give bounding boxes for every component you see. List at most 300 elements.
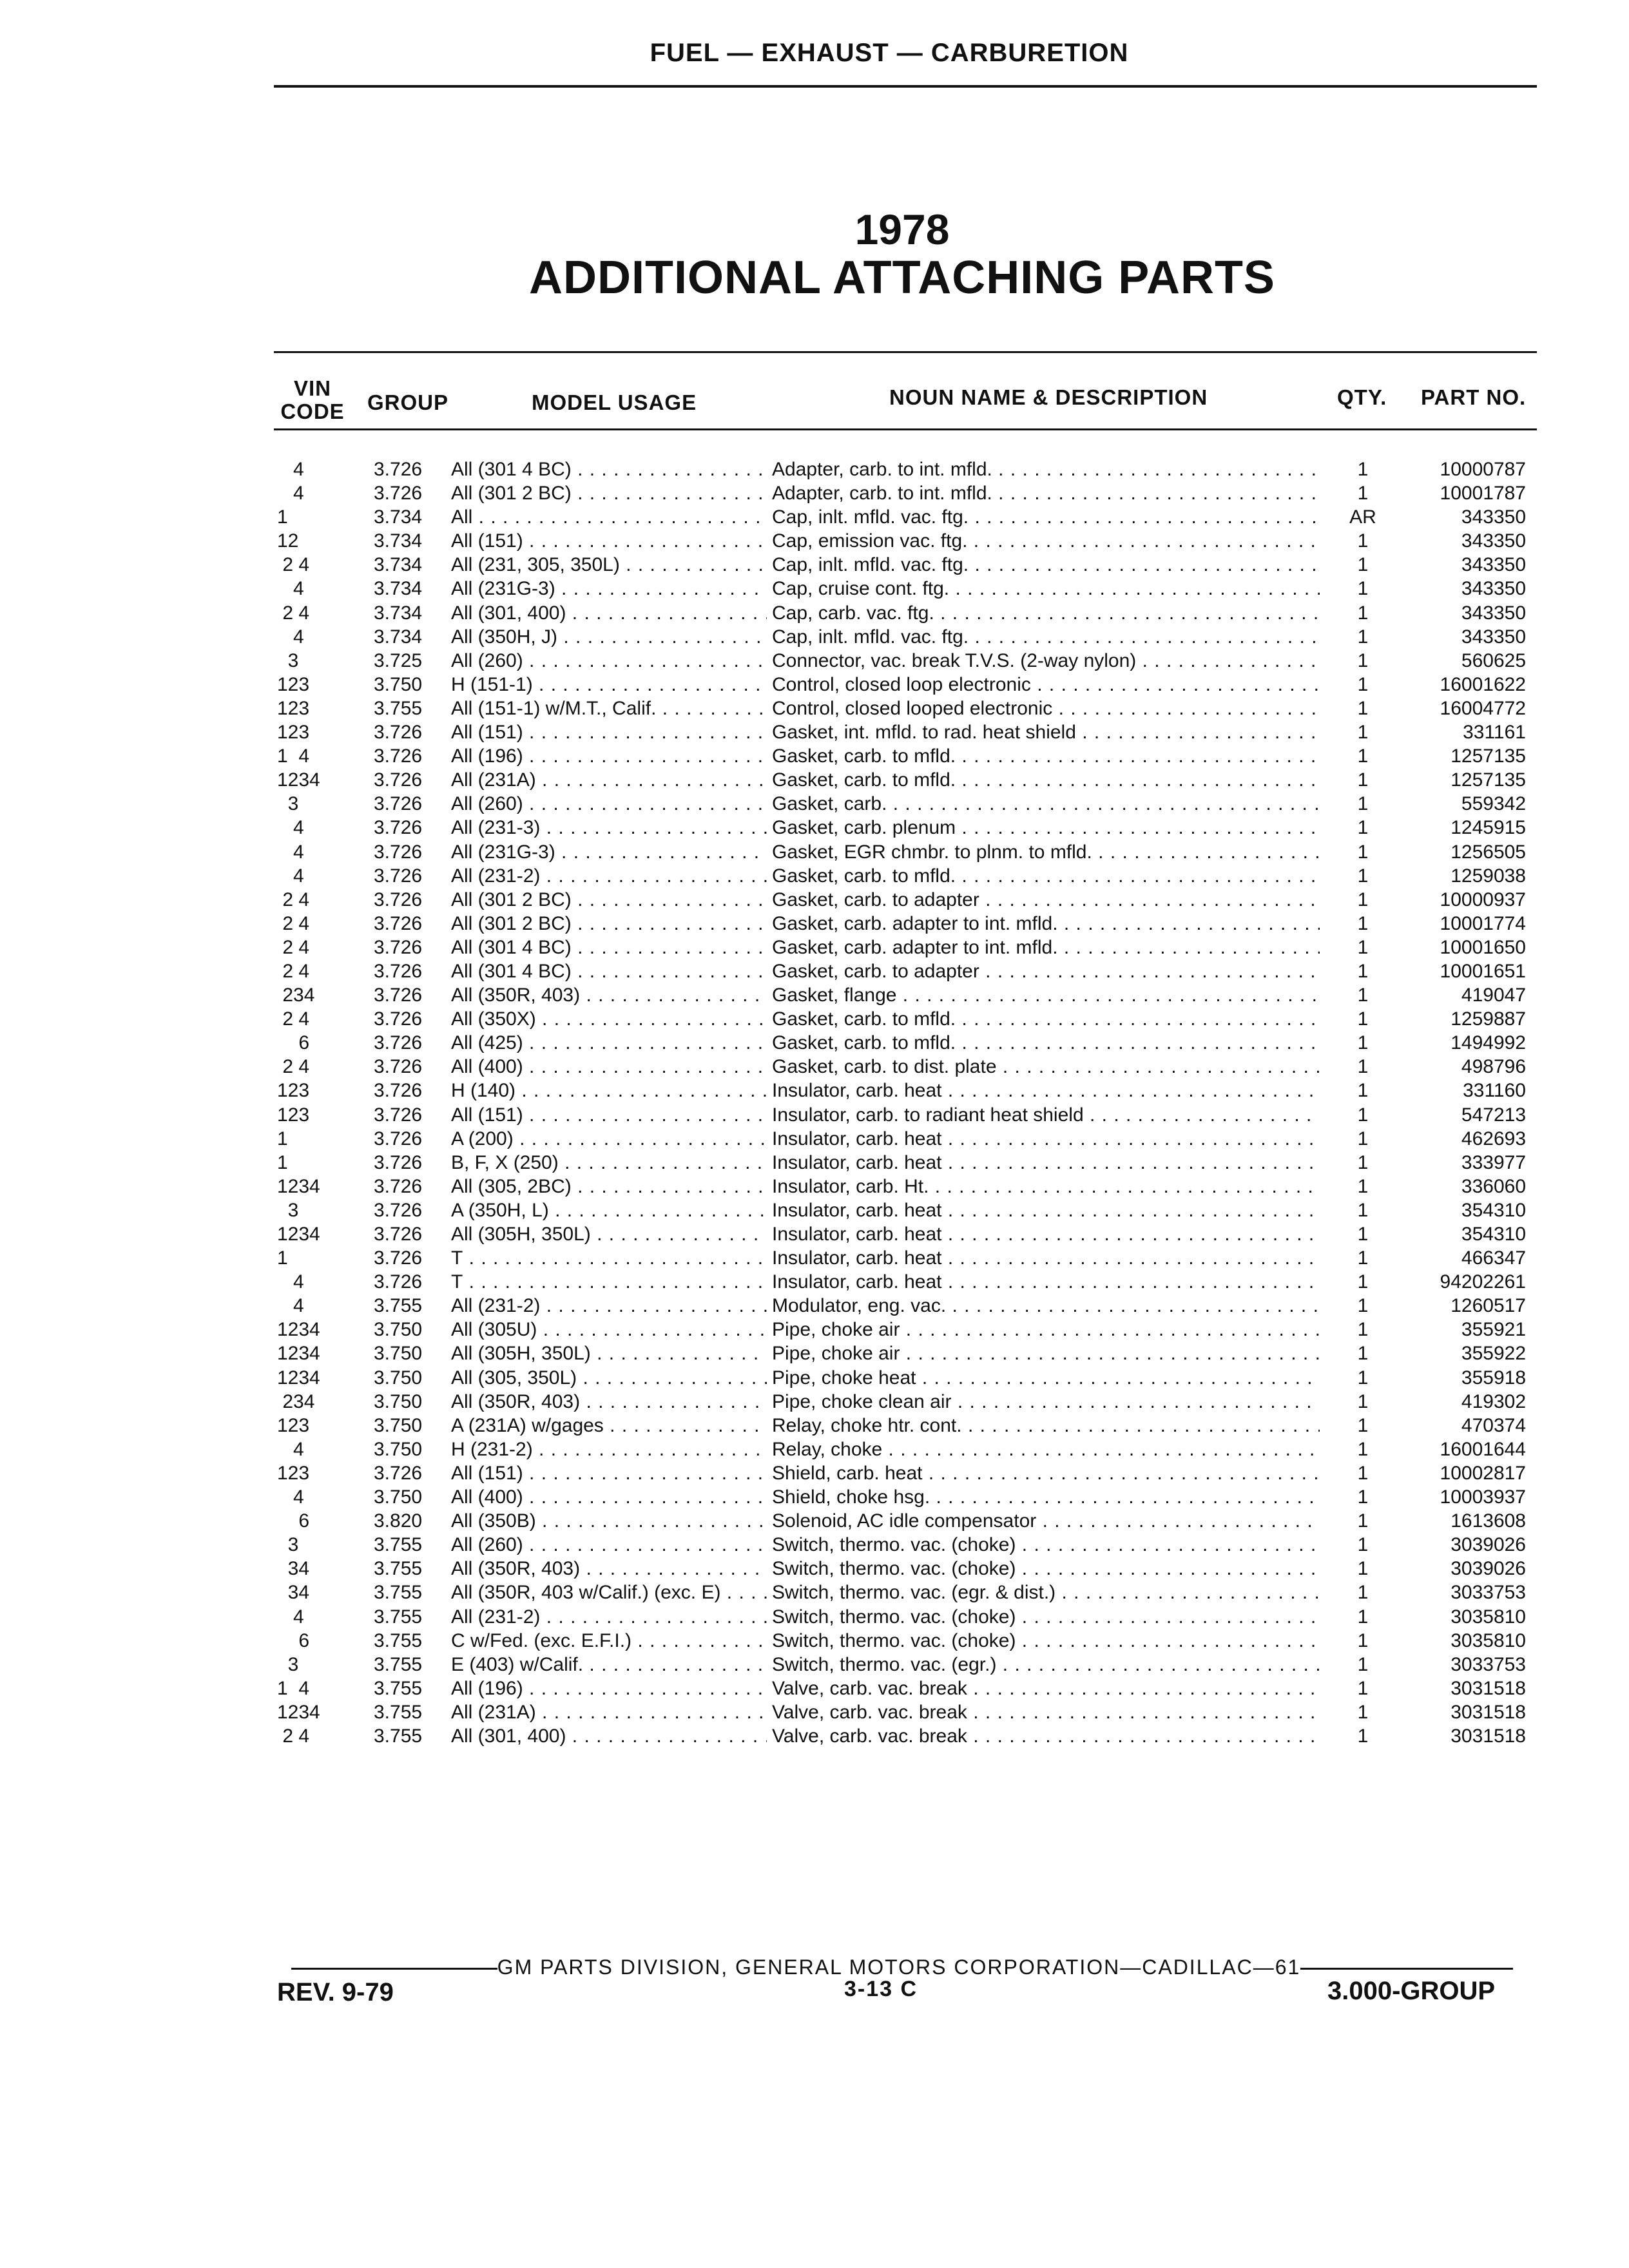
table-row [0, 1461, 1629, 1485]
table-row [0, 1270, 1629, 1294]
quantity: 1 [1357, 936, 1369, 958]
vin-code: 2 4 [277, 554, 310, 576]
quantity: 1 [1357, 1390, 1369, 1412]
model-usage: All (305, 350L) . . . [451, 1366, 767, 1390]
part-number: 3031518 [1451, 1677, 1526, 1699]
col-vin-code [277, 377, 348, 423]
group-code: 3.726 [374, 459, 423, 480]
table-row [0, 457, 1629, 481]
quantity: 1 [1357, 1653, 1369, 1675]
page-number: 3-13 C [844, 1977, 918, 2001]
part-description: Cap, emission vac. ftg. . . . [772, 529, 1320, 553]
quantity: 1 [1357, 626, 1369, 648]
quantity: 1 [1357, 722, 1369, 744]
part-description: Adapter, carb. to int. mfld. . . . [772, 457, 1320, 481]
group-code: 3.755 [374, 1725, 423, 1747]
group-code: 3.755 [374, 1653, 423, 1675]
table-row [0, 1533, 1629, 1557]
vin-code: 4 [277, 483, 304, 505]
vin-code: 3 [277, 1534, 299, 1556]
table-row [0, 1366, 1629, 1390]
quantity: 1 [1357, 745, 1369, 767]
part-number: 343350 [1461, 530, 1526, 552]
part-number: 16001622 [1440, 673, 1526, 695]
vin-code: 1234 [277, 1343, 320, 1365]
model-usage: All (151-1) w/M.T., Calif. . . . [451, 697, 767, 720]
table-row [0, 1509, 1629, 1533]
vin-code: 2 4 [277, 889, 310, 910]
quantity: 1 [1357, 1414, 1369, 1436]
vin-code: 1234 [277, 1319, 320, 1341]
part-number: 466347 [1461, 1247, 1526, 1269]
part-description: Connector, vac. break T.V.S. (2-way nylon) . . . [772, 649, 1320, 673]
vin-code: 1 [277, 1128, 288, 1149]
part-description: Switch, thermo. vac. (choke) . . . [772, 1557, 1320, 1581]
part-description: Gasket, carb. plenum . . . [772, 816, 1320, 840]
model-usage: All (231-2) . . . [451, 1605, 767, 1629]
group-code: 3.726 [374, 889, 423, 910]
table-row [0, 1485, 1629, 1509]
part-number: 3039026 [1451, 1558, 1526, 1580]
part-number: 16004772 [1440, 697, 1526, 719]
group-code: 3.755 [374, 1677, 423, 1699]
model-usage: All (231G-3) . . . [451, 840, 767, 864]
part-description: Insulator, carb. heat . . . [772, 1151, 1320, 1175]
model-usage: All (151) . . . [451, 1103, 767, 1127]
model-usage: All (350B) . . . [451, 1509, 767, 1533]
quantity: 1 [1357, 483, 1369, 505]
vin-code: 2 4 [277, 936, 310, 958]
group-code: 3.820 [374, 1510, 423, 1532]
quantity: 1 [1357, 912, 1369, 934]
table-row [0, 1127, 1629, 1151]
group-code: 3.750 [374, 1438, 423, 1460]
vin-code: 1 [277, 506, 288, 528]
vin-code: 123 [277, 1080, 310, 1102]
quantity: 1 [1357, 1319, 1369, 1341]
part-description: Gasket, carb. to adapter . . . [772, 888, 1320, 912]
group-code: 3.726 [374, 722, 423, 744]
group-code: 3.726 [374, 865, 423, 887]
group-code: 3.726 [374, 1224, 423, 1245]
group-code: 3.755 [374, 1534, 423, 1556]
group-code: 3.726 [374, 1199, 423, 1221]
part-description: Control, closed loop electronic . . . [772, 673, 1320, 697]
quantity: 1 [1357, 1032, 1369, 1054]
table-row [0, 840, 1629, 864]
quantity: 1 [1357, 1151, 1369, 1173]
col-model-usage: MODEL USAGE [532, 390, 697, 414]
part-number: 1257135 [1451, 745, 1526, 767]
vin-code: 6 [277, 1032, 310, 1054]
vin-code: 2 4 [277, 912, 310, 934]
group-code: 3.750 [374, 1367, 423, 1389]
part-number: 336060 [1461, 1175, 1526, 1197]
table-row [0, 1581, 1629, 1604]
part-description: Modulator, eng. vac. . . . [772, 1294, 1320, 1318]
table-row [0, 936, 1629, 959]
vin-code: 1234 [277, 1701, 320, 1723]
table-row [0, 1318, 1629, 1341]
table-row [0, 888, 1629, 912]
part-number: 355918 [1461, 1367, 1526, 1389]
table-row [0, 1031, 1629, 1055]
part-description: Switch, thermo. vac. (choke) . . . [772, 1629, 1320, 1653]
part-description: Cap, carb. vac. ftg. . . . [772, 601, 1320, 625]
quantity: 1 [1357, 1295, 1369, 1317]
model-usage: All . . . [451, 505, 767, 529]
part-number: 3033753 [1451, 1653, 1526, 1675]
quantity: 1 [1357, 793, 1369, 815]
table-row [0, 744, 1629, 768]
table-row [0, 983, 1629, 1007]
part-number: 419047 [1461, 985, 1526, 1006]
part-number: 462693 [1461, 1128, 1526, 1149]
part-number: 3035810 [1451, 1606, 1526, 1628]
vin-code: 2 4 [277, 960, 310, 982]
group-code: 3.726 [374, 1128, 423, 1149]
table-row [0, 768, 1629, 792]
part-number: 3039026 [1451, 1534, 1526, 1556]
part-description: Gasket, carb. to adapter . . . [772, 959, 1320, 983]
model-usage: All (301 4 BC) . . . [451, 959, 767, 983]
group-number: 3.000-GROUP [1327, 1977, 1496, 2005]
quantity: 1 [1357, 1199, 1369, 1221]
part-number: 1494992 [1451, 1032, 1526, 1054]
part-description: Insulator, carb. heat . . . [772, 1222, 1320, 1246]
part-description: Gasket, EGR chmbr. to plnm. to mfld. . . . [772, 840, 1320, 864]
vin-code: 123 [277, 1104, 310, 1126]
model-usage: C w/Fed. (exc. E.F.I.) . . . [451, 1629, 767, 1653]
model-usage: All (350R, 403) . . . [451, 983, 767, 1007]
col-qty: QTY. [1337, 385, 1387, 409]
part-number: 1613608 [1451, 1510, 1526, 1532]
table-row [0, 1724, 1629, 1748]
table-row [0, 912, 1629, 936]
table-row [0, 577, 1629, 601]
quantity: 1 [1357, 459, 1369, 480]
group-code: 3.726 [374, 483, 423, 505]
col-vin-line2: CODE [280, 399, 345, 423]
part-description: Cap, inlt. mfld. vac. ftg. . . . [772, 553, 1320, 577]
vin-code: 1 4 [277, 745, 310, 767]
table-row [0, 601, 1629, 625]
part-number: 3031518 [1451, 1701, 1526, 1723]
part-number: 10003937 [1440, 1486, 1526, 1508]
group-code: 3.726 [374, 912, 423, 934]
vin-code: 3 [277, 1653, 299, 1675]
table-row [0, 505, 1629, 529]
part-description: Relay, choke . . . [772, 1437, 1320, 1461]
model-usage: All (301 4 BC) . . . [451, 457, 767, 481]
table-row [0, 1175, 1629, 1198]
model-usage: T . . . [451, 1270, 767, 1294]
quantity: 1 [1357, 960, 1369, 982]
part-description: Gasket, carb. adapter to int. mfld. . . . [772, 912, 1320, 936]
vin-code: 1234 [277, 1224, 320, 1245]
model-usage: All (350X) . . . [451, 1007, 767, 1031]
quantity: 1 [1357, 697, 1369, 719]
quantity: 1 [1357, 985, 1369, 1006]
group-code: 3.750 [374, 1486, 423, 1508]
vin-code: 3 [277, 649, 299, 671]
part-description: Relay, choke htr. cont. . . . [772, 1414, 1320, 1437]
vin-code: 4 [277, 1486, 304, 1508]
vin-code: 123 [277, 697, 310, 719]
table-row [0, 1414, 1629, 1437]
table-row [0, 1341, 1629, 1365]
vin-code: 3 [277, 793, 299, 815]
model-usage: All (260) . . . [451, 1533, 767, 1557]
part-description: Cap, inlt. mfld. vac. ftg. . . . [772, 505, 1320, 529]
part-number: 547213 [1461, 1104, 1526, 1126]
part-number: 1260517 [1451, 1295, 1526, 1317]
page-heading: ADDITIONAL ATTACHING PARTS [529, 252, 1275, 303]
group-code: 3.750 [374, 1343, 423, 1365]
group-code: 3.734 [374, 578, 423, 600]
quantity: 1 [1357, 1510, 1369, 1532]
quantity: 1 [1357, 817, 1369, 839]
quantity: 1 [1357, 769, 1369, 791]
part-number: 343350 [1461, 554, 1526, 576]
vin-code: 4 [277, 1438, 304, 1460]
part-number: 10000937 [1440, 889, 1526, 910]
table-row [0, 481, 1629, 505]
part-description: Cap, cruise cont. ftg. . . . [772, 577, 1320, 601]
group-code: 3.734 [374, 530, 423, 552]
quantity: 1 [1357, 1056, 1369, 1078]
group-code: 3.726 [374, 1104, 423, 1126]
quantity: 1 [1357, 1247, 1369, 1269]
group-code: 3.726 [374, 1008, 423, 1030]
quantity: 1 [1357, 1343, 1369, 1365]
part-description: Switch, thermo. vac. (egr.) . . . [772, 1653, 1320, 1677]
model-usage: All (231, 305, 350L) . . . [451, 553, 767, 577]
vin-code: 123 [277, 1462, 310, 1484]
quantity: 1 [1357, 602, 1369, 624]
model-usage: All (400) . . . [451, 1485, 767, 1509]
model-usage: All (231-2) . . . [451, 1294, 767, 1318]
model-usage: H (151-1) . . . [451, 673, 767, 697]
model-usage: All (301 2 BC) . . . [451, 888, 767, 912]
table-row [0, 1198, 1629, 1222]
part-description: Insulator, carb. heat . . . [772, 1246, 1320, 1270]
group-code: 3.726 [374, 1175, 423, 1197]
group-code: 3.734 [374, 626, 423, 648]
part-description: Pipe, choke heat . . . [772, 1366, 1320, 1390]
part-description: Gasket, int. mfld. to rad. heat shield . . . [772, 720, 1320, 744]
model-usage: H (231-2) . . . [451, 1437, 767, 1461]
part-description: Switch, thermo. vac. (choke) . . . [772, 1533, 1320, 1557]
table-row [0, 529, 1629, 553]
table-row [0, 1151, 1629, 1175]
group-code: 3.726 [374, 1462, 423, 1484]
quantity: 1 [1357, 1677, 1369, 1699]
vin-code: 234 [277, 985, 315, 1006]
part-description: Control, closed looped electronic . . . [772, 697, 1320, 720]
table-row [0, 1677, 1629, 1700]
table-row [0, 1294, 1629, 1318]
group-code: 3.734 [374, 554, 423, 576]
part-number: 16001644 [1440, 1438, 1526, 1460]
quantity: 1 [1357, 1558, 1369, 1580]
model-usage: All (305H, 350L) . . . [451, 1222, 767, 1246]
table-row [0, 1629, 1629, 1653]
quantity: 1 [1357, 1725, 1369, 1747]
table-row [0, 959, 1629, 983]
model-usage: All (231-3) . . . [451, 816, 767, 840]
model-usage: All (350H, J) . . . [451, 625, 767, 649]
part-number: 3031518 [1451, 1725, 1526, 1747]
model-usage: All (196) . . . [451, 1677, 767, 1700]
quantity: 1 [1357, 1175, 1369, 1197]
quantity: 1 [1357, 1080, 1369, 1102]
model-usage: E (403) w/Calif. . . . [451, 1653, 767, 1677]
model-usage: All (305H, 350L) . . . [451, 1341, 767, 1365]
part-number: 560625 [1461, 649, 1526, 671]
group-code: 3.755 [374, 1582, 423, 1604]
group-code: 3.726 [374, 841, 423, 863]
group-code: 3.755 [374, 697, 423, 719]
part-number: 355921 [1461, 1319, 1526, 1341]
table-row [0, 1007, 1629, 1031]
vin-code: 2 4 [277, 602, 310, 624]
table-row [0, 649, 1629, 673]
part-description: Insulator, carb. to radiant heat shield . . . [772, 1103, 1320, 1127]
quantity: 1 [1357, 1438, 1369, 1460]
table-row [0, 673, 1629, 697]
part-number: 354310 [1461, 1224, 1526, 1245]
group-code: 3.726 [374, 1151, 423, 1173]
table-row [0, 1437, 1629, 1461]
part-description: Cap, inlt. mfld. vac. ftg. . . . [772, 625, 1320, 649]
part-description: Pipe, choke air . . . [772, 1318, 1320, 1341]
model-usage: All (400) . . . [451, 1055, 767, 1079]
part-description: Gasket, carb. to mfld. . . . [772, 744, 1320, 768]
vin-code: 4 [277, 1606, 304, 1628]
group-code: 3.726 [374, 793, 423, 815]
model-usage: All (425) . . . [451, 1031, 767, 1055]
part-description: Insulator, carb. heat . . . [772, 1270, 1320, 1294]
table-row [0, 1079, 1629, 1102]
model-usage: A (200) . . . [451, 1127, 767, 1151]
vin-code: 6 [277, 1510, 310, 1532]
quantity: 1 [1357, 1629, 1369, 1651]
table-row [0, 1653, 1629, 1677]
footer-division: GM PARTS DIVISION, GENERAL MOTORS CORPORATION—CADILLAC—61 [497, 1956, 1301, 1979]
model-usage: All (350R, 403) . . . [451, 1557, 767, 1581]
part-description: Adapter, carb. to int. mfld. . . . [772, 481, 1320, 505]
quantity: 1 [1357, 841, 1369, 863]
quantity: 1 [1357, 1128, 1369, 1149]
vin-code: 123 [277, 722, 310, 744]
part-number: 559342 [1461, 793, 1526, 815]
vin-code: 4 [277, 626, 304, 648]
model-usage: T . . . [451, 1246, 767, 1270]
vin-code: 12 [277, 530, 299, 552]
part-description: Gasket, carb. to mfld. . . . [772, 768, 1320, 792]
model-usage: All (301 2 BC) . . . [451, 481, 767, 505]
quantity: 1 [1357, 1486, 1369, 1508]
table-row [0, 697, 1629, 720]
part-description: Gasket, carb. to mfld. . . . [772, 1031, 1320, 1055]
part-number: 10001651 [1440, 960, 1526, 982]
group-code: 3.734 [374, 506, 423, 528]
group-code: 3.726 [374, 985, 423, 1006]
quantity: 1 [1357, 865, 1369, 887]
model-usage: All (231-2) . . . [451, 864, 767, 888]
vin-code: 34 [277, 1558, 310, 1580]
model-usage: B, F, X (250) . . . [451, 1151, 767, 1175]
quantity: 1 [1357, 673, 1369, 695]
vin-code: 34 [277, 1582, 310, 1604]
vin-code: 123 [277, 673, 310, 695]
group-code: 3.750 [374, 673, 423, 695]
part-number: 498796 [1461, 1056, 1526, 1078]
vin-code: 123 [277, 1414, 310, 1436]
part-description: Insulator, carb. heat . . . [772, 1127, 1320, 1151]
group-code: 3.726 [374, 936, 423, 958]
col-group: GROUP [367, 390, 449, 414]
quantity: 1 [1357, 1104, 1369, 1126]
part-number: 10001774 [1440, 912, 1526, 934]
vin-code: 2 4 [277, 1725, 310, 1747]
col-vin-line1: VIN [293, 376, 331, 400]
model-usage: All (151) . . . [451, 1461, 767, 1485]
part-description: Shield, choke hsg. . . . [772, 1485, 1320, 1509]
model-usage: All (301, 400) . . . [451, 1724, 767, 1748]
part-description: Pipe, choke air . . . [772, 1341, 1320, 1365]
quantity: 1 [1357, 1701, 1369, 1723]
quantity: 1 [1357, 889, 1369, 910]
group-code: 3.755 [374, 1295, 423, 1317]
vin-code: 3 [277, 1199, 299, 1221]
group-code: 3.725 [374, 649, 423, 671]
vin-code: 1 4 [277, 1677, 310, 1699]
vin-code: 6 [277, 1629, 310, 1651]
quantity: 1 [1357, 578, 1369, 600]
section-title: FUEL — EXHAUST — CARBURETION [650, 39, 1129, 67]
vin-code: 1 [277, 1151, 288, 1173]
part-number: 470374 [1461, 1414, 1526, 1436]
quantity: 1 [1357, 1367, 1369, 1389]
part-description: Gasket, carb. . . . [772, 792, 1320, 816]
part-description: Gasket, carb. to mfld. . . . [772, 1007, 1320, 1031]
table-row [0, 1557, 1629, 1581]
quantity: 1 [1357, 649, 1369, 671]
group-code: 3.726 [374, 1056, 423, 1078]
quantity: 1 [1357, 1008, 1369, 1030]
col-description: NOUN NAME & DESCRIPTION [889, 385, 1208, 409]
vin-code: 4 [277, 841, 304, 863]
vin-code: 1234 [277, 1367, 320, 1389]
table-row [0, 816, 1629, 840]
vin-code: 4 [277, 578, 304, 600]
table-row [0, 1055, 1629, 1079]
part-number: 94202261 [1440, 1271, 1526, 1293]
model-usage: All (231A) . . . [451, 1700, 767, 1724]
vin-code: 4 [277, 817, 304, 839]
part-number: 10001650 [1440, 936, 1526, 958]
quantity: 1 [1357, 1271, 1369, 1293]
part-number: 333977 [1461, 1151, 1526, 1173]
part-description: Solenoid, AC idle compensator . . . [772, 1509, 1320, 1533]
quantity: 1 [1357, 1582, 1369, 1604]
group-code: 3.755 [374, 1701, 423, 1723]
group-code: 3.755 [374, 1629, 423, 1651]
model-usage: A (231A) w/gages . . . [451, 1414, 767, 1437]
footer-dash-left [291, 1968, 497, 1970]
